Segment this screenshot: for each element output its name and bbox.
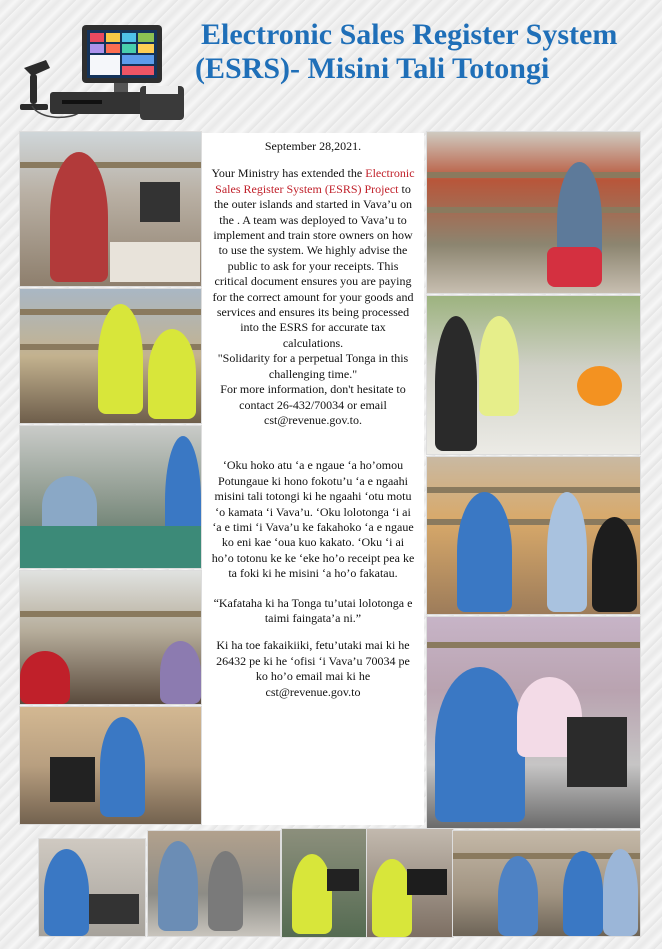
- photo-store-training-7: [426, 295, 641, 455]
- english-contact-info: For more information, don't hesitate to contact 26-432/70034 or email cst@revenue.gov.to.: [220, 382, 406, 427]
- photo-store-training-4: [19, 570, 202, 705]
- title-line-1: Electronic Sales Register System: [201, 18, 618, 51]
- photo-store-training-8: [426, 456, 641, 615]
- english-intro: Your Ministry has extended the: [211, 166, 366, 181]
- photo-store-training-2: [19, 288, 202, 424]
- photo-store-training-1: [19, 131, 202, 287]
- tongan-body-text: ‘Oku hoko atu ‘a e ngaue ‘a ho’omou Potungaue ki hono fokotu’u ‘a e ngaahi misini tali totongi ki he ngaahi ‘otu motu ‘o kamata ‘i Vava’u. ‘Oku lolotonga ‘i ai ‘a e timi ‘i Vava’u ke fakahoko ‘a e ngaue ko eni kae ‘oua kuo kakato. ‘Oku ‘i ai ho’o totonu ke ke ‘eke ho’o receipt pea ke ta foki ki he misini ‘a ho’o fakatau.: [211, 458, 415, 581]
- title-line-2: (ESRS)- Misini Tali Totongi: [195, 52, 550, 85]
- tongan-solidarity-quote: “Kafataha ki ha Tonga tu’utai lolotonga e taimi faingata’a ni.”: [213, 595, 413, 625]
- page-title: [195, 18, 660, 86]
- notice-english-body: [210, 166, 416, 351]
- english-solidarity-quote: "Solidarity for a perpetual Tonga in this challenging time.": [217, 351, 409, 381]
- photo-store-training-10: [38, 838, 146, 937]
- photo-store-training-5: [19, 706, 202, 825]
- notice-text-panel: [202, 133, 424, 825]
- photo-store-training-11: [147, 830, 281, 937]
- esrs-project-highlight: Electronic Sales Register System (ESRS) Project: [215, 166, 415, 196]
- photo-store-training-12: [281, 828, 367, 938]
- photo-store-training-13: [366, 828, 454, 938]
- photo-store-training-3: [19, 425, 202, 569]
- photo-store-training-9: [426, 616, 641, 829]
- photo-store-training-6: [426, 131, 641, 294]
- english-body-text: to the outer islands and started in Vava’u on the . A team was deployed to Vava’u to implement and train store owners on how to use the system. We highly advise the public to ask for your receipts. This critical document ensures you are paying for the correct amount for your goods and services and ensures its being processed into the ESRS for accurate tax calculations.: [212, 181, 414, 350]
- photo-store-training-14: [452, 830, 641, 937]
- pos-terminal-icon: [10, 20, 190, 125]
- notice-date: September 28,2021.: [264, 139, 362, 153]
- tongan-contact-info: Ki ha toe fakaikiiki, fetu’utaki mai ki he 26432 pe ki he ‘ofisi ‘i Vava’u 70034 pe ko ho’o email mai ki he cst@revenue.gov.to: [216, 638, 410, 699]
